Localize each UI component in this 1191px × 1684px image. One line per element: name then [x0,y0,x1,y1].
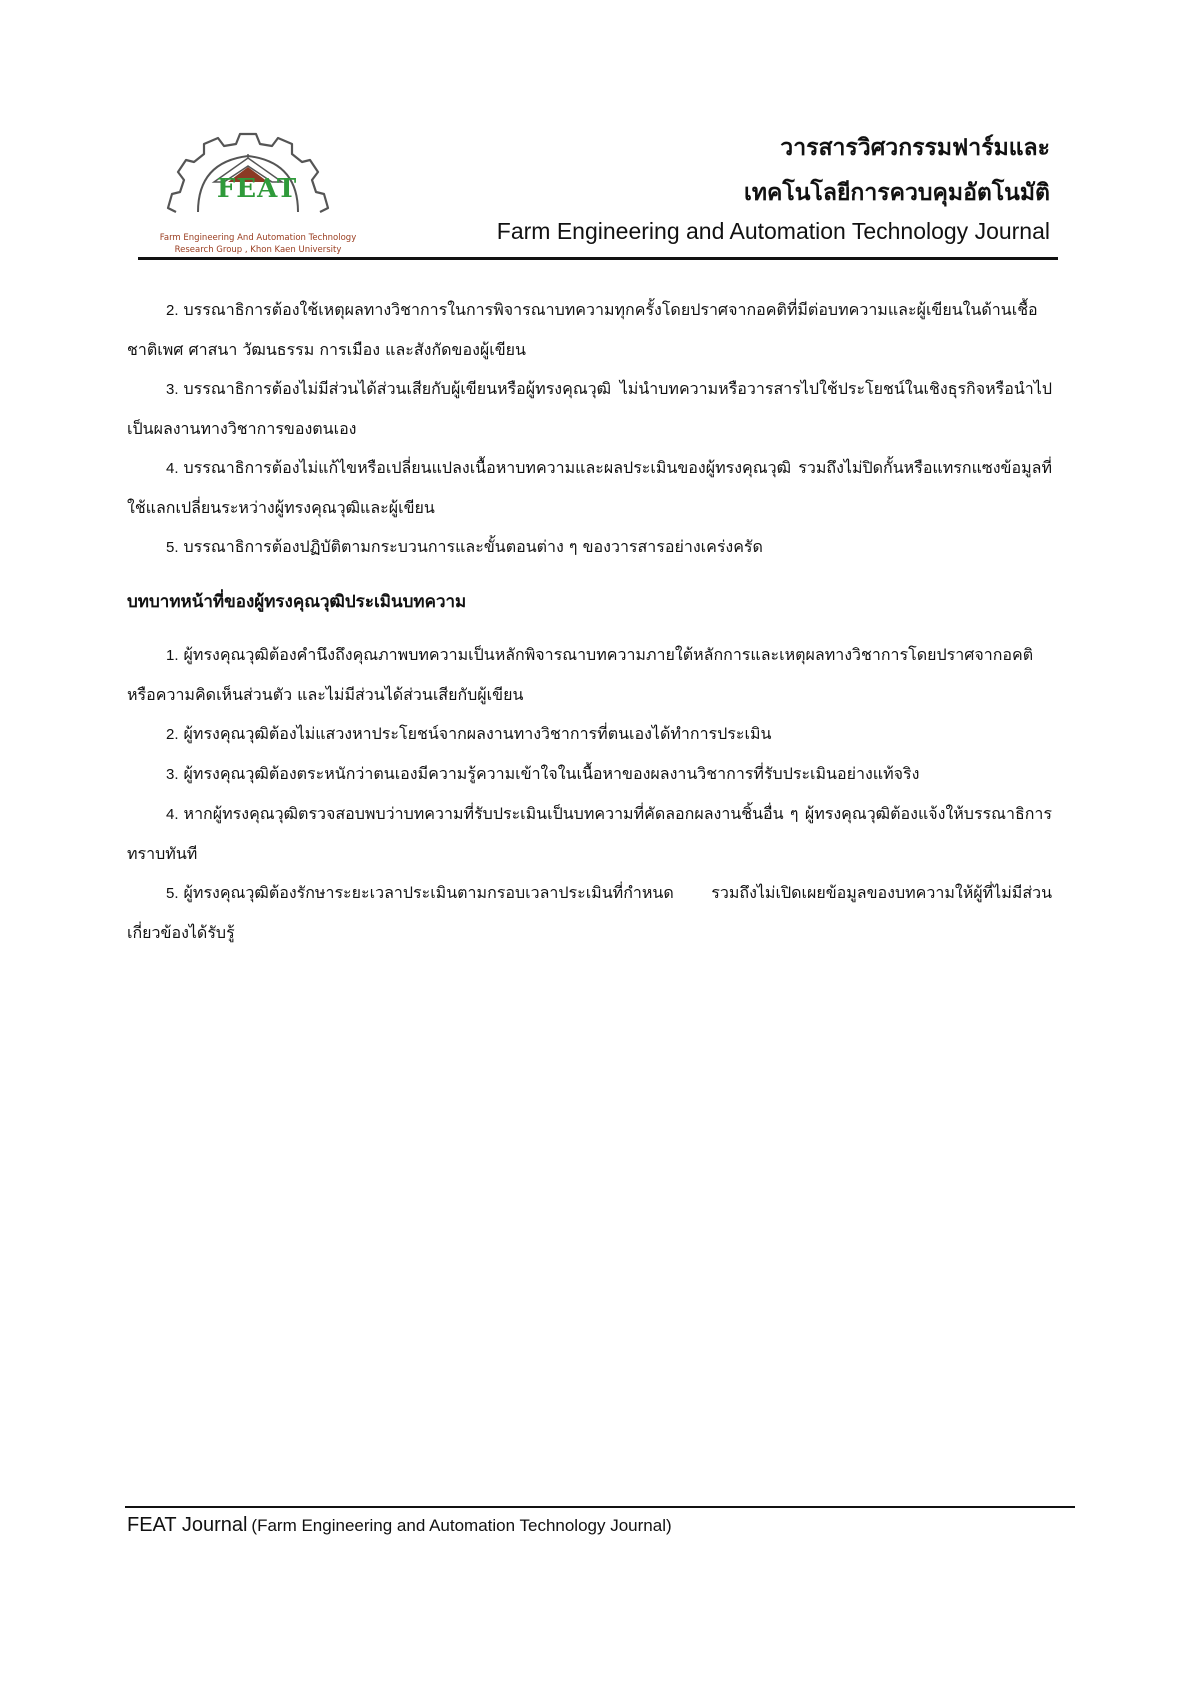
item-text: ผู้ทรงคุณวุฒิต้องรักษาระยะเวลาประเมินตามกรอบเวลาประเมินที่กำหนด รวมถึงไม่เปิดเผยข้อมูลของบทความให้ผู้ที่ไม่มีส่วนเกี่ยวข้องได้รับรู้ [127,883,1052,942]
logo-caption [148,232,368,256]
logo-caption-line2: Research Group , Khon Kaen University [174,245,342,255]
item-text: หากผู้ทรงคุณวุฒิตรวจสอบพบว่าบทความที่รับประเมินเป็นบทความที่คัดลอกผลงานชิ้นอื่น ๆ ผู้ทรงคุณวุฒิต้องแจ้งให้บรรณาธิการทราบทันที [127,804,1052,863]
editor-duty-item [127,369,1052,448]
reviewer-duty-item [127,873,1052,952]
journal-title-th-line1: วารสารวิศวกรรมฟาร์มและ [780,135,1050,161]
logo-acronym: FEAT [216,174,298,204]
editor-duty-item [127,448,1052,527]
logo-caption-line1: Farm Engineering And Automation Technology [159,233,357,243]
editor-duty-item [127,527,1052,567]
journal-title-th-line2: เทคโนโลยีการควบคุมอัตโนมัติ [744,180,1050,206]
reviewer-duty-item [127,635,1052,714]
reviewer-duty-item [127,714,1052,754]
item-text: ผู้ทรงคุณวุฒิต้องคำนึงถึงคุณภาพบทความเป็นหลักพิจารณาบทความภายใต้หลักการและเหตุผลทางวิชาการโดยปราศจากอคติหรือความคิดเห็นส่วนตัว และไม่มีส่วนได้ส่วนเสียกับผู้เขียน [127,645,1034,704]
footer-journal-fullname: (Farm Engineering and Automation Technology Journal) [251,1516,672,1535]
journal-title-en: Farm Engineering and Automation Technology Journal [496,218,1050,244]
page-content [127,290,1052,952]
item-number: 5. [166,539,179,556]
item-number: 5. [166,885,179,902]
page-header [138,126,1058,258]
journal-title-th [744,126,1050,216]
reviewer-duty-item [127,794,1052,873]
page-footer [127,1514,672,1537]
header-divider [138,257,1058,260]
item-text: บรรณาธิการต้องไม่มีส่วนได้ส่วนเสียกับผู้เขียนหรือผู้ทรงคุณวุฒิ ไม่นำบทความหรือวารสารไปใช้ประโยชน์ในเชิงธุรกิจหรือนำไปเป็นผลงานทางวิชาการของตนเอง [127,379,1052,438]
reviewer-duty-item [127,754,1052,794]
item-text: บรรณาธิการต้องไม่แก้ไขหรือเปลี่ยนแปลงเนื้อหาบทความและผลประเมินของผู้ทรงคุณวุฒิ รวมถึงไม่ปิดกั้นหรือแทรกแซงข้อมูลที่ใช้แลกเปลี่ยนระหว่างผู้ทรงคุณวุฒิและผู้เขียน [127,458,1052,517]
section-heading-reviewer: บทบาทหน้าที่ของผู้ทรงคุณวุฒิประเมินบทความ [127,592,467,612]
item-number: 2. [166,726,179,743]
item-text: บรรณาธิการต้องใช้เหตุผลทางวิชาการในการพิจารณาบทความทุกครั้งโดยปราศจากอคติที่มีต่อบทความและผู้เขียนในด้านเชื้อชาติเพศ ศาสนา วัฒนธรรม การเมือง และสังกัดของผู้เขียน [127,300,1038,359]
item-number: 4. [166,460,179,477]
footer-divider [125,1506,1075,1508]
feat-logo [154,132,362,258]
item-number: 4. [166,806,179,823]
item-number: 1. [166,647,179,664]
item-number: 2. [166,302,179,319]
item-text: บรรณาธิการต้องปฏิบัติตามกระบวนการและขั้นตอนต่าง ๆ ของวารสารอย่างเคร่งครัด [183,537,763,556]
item-number: 3. [166,766,179,783]
item-text: ผู้ทรงคุณวุฒิต้องตระหนักว่าตนเองมีความรู้ความเข้าใจในเนื้อหาของผลงานวิชาการที่รับประเมินอย่างแท้จริง [183,764,920,783]
item-text: ผู้ทรงคุณวุฒิต้องไม่แสวงหาประโยชน์จากผลงานทางวิชาการที่ตนเองได้ทำการประเมิน [183,724,772,743]
editor-duty-item [127,290,1052,369]
item-number: 3. [166,381,179,398]
footer-journal-name: FEAT Journal [127,1514,248,1536]
